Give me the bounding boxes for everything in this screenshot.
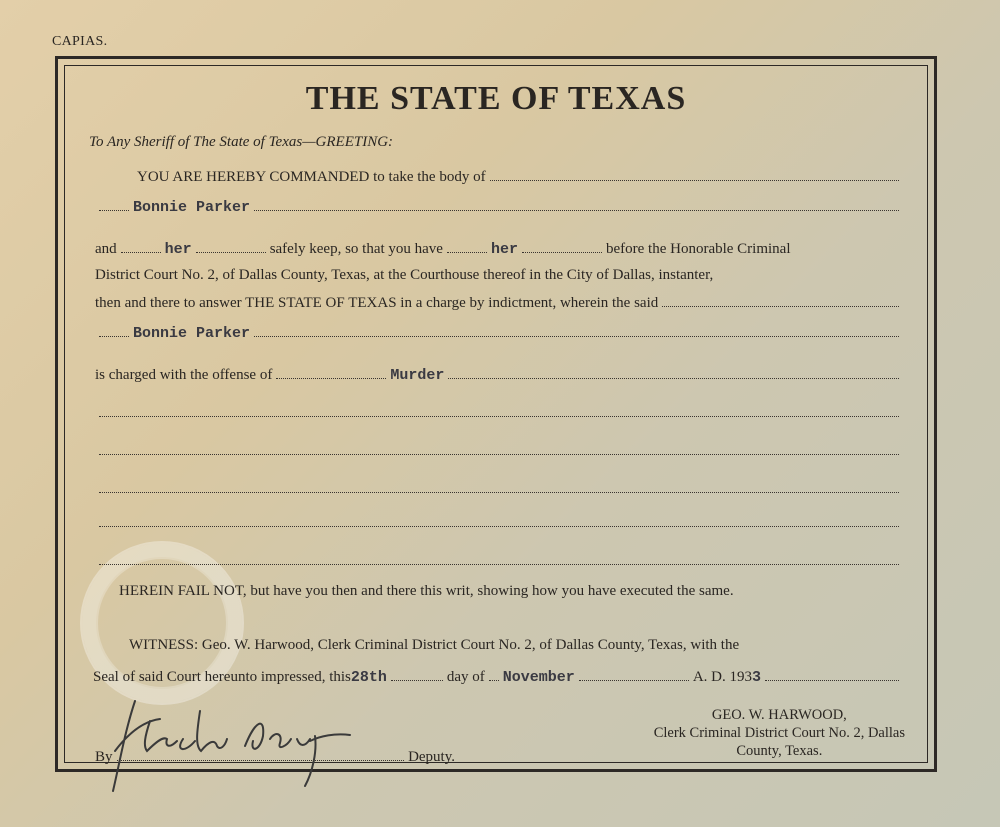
court-text: District Court No. 2, of Dallas County, Texas, at the Courthouse thereof in the City of Dallas, instanter, (95, 267, 714, 283)
document-frame (55, 56, 937, 772)
seal-text: Seal of said Court hereunto impressed, this (93, 669, 351, 685)
greeting: To Any Sheriff of The State of Texas—GREETING: (89, 134, 394, 150)
blank-line (99, 196, 129, 211)
blank-line (117, 746, 405, 761)
blank-line (391, 666, 443, 681)
day-of-text: day of (446, 669, 485, 685)
blank-line (448, 364, 899, 379)
document-title: THE STATE OF TEXAS (305, 80, 687, 117)
blank-line (99, 402, 899, 417)
defendant-line-2 (95, 322, 903, 342)
document-frame-inner (64, 65, 928, 763)
safely-keep-line (95, 238, 903, 258)
blank-line (254, 322, 899, 337)
clerk-title-2: County, Texas. (736, 743, 823, 759)
blank-line (99, 322, 129, 337)
year-digit: 3 (751, 669, 761, 686)
deputy-label: Deputy. (408, 749, 455, 765)
blank-line (522, 238, 602, 253)
answer-text: then and there to answer THE STATE OF TEXAS in a charge by indictment, wherein the said (95, 295, 659, 311)
offense-line (95, 364, 903, 384)
answer-line (95, 292, 903, 312)
blank-line (196, 238, 266, 253)
pronoun-2: her (490, 241, 518, 258)
witness-text: WITNESS: Geo. W. Harwood, Clerk Criminal District Court No. 2, of Dallas County, Texas, with the (129, 637, 740, 653)
deputy-line (95, 746, 455, 766)
blank-row (95, 402, 903, 417)
pronoun-1: her (164, 241, 192, 258)
blank-row (95, 478, 903, 493)
month-value: November (502, 669, 575, 686)
blank-line (490, 166, 899, 181)
clerk-name: GEO. W. HARWOOD, (711, 707, 847, 723)
day-value: 28th (350, 669, 387, 686)
form-name: CAPIAS. (52, 34, 108, 49)
blank-line (276, 364, 386, 379)
offense-value: Murder (390, 367, 445, 384)
blank-line (99, 478, 899, 493)
blank-line (254, 196, 899, 211)
blank-line (579, 666, 689, 681)
blank-line (662, 292, 899, 307)
defendant-line (95, 196, 903, 216)
command-text: YOU ARE HEREBY COMMANDED to take the body of (137, 169, 486, 185)
blank-line (99, 512, 899, 527)
blank-line (99, 440, 899, 455)
blank-row (95, 512, 903, 527)
by-label: By (95, 749, 113, 765)
defendant-name-2: Bonnie Parker (133, 325, 251, 342)
blank-row (95, 440, 903, 455)
ad-text: A. D. 193 (692, 669, 752, 685)
command-line (137, 166, 903, 186)
before-text: before the Honorable Criminal (605, 241, 791, 257)
clerk-signature-block (654, 706, 905, 760)
blank-line (99, 550, 899, 565)
herein-fail-text: HEREIN FAIL NOT, but have you then and there this writ, showing how you have executed the same. (119, 583, 734, 599)
and-label: and (95, 241, 117, 257)
blank-line (765, 666, 899, 681)
charged-text: is charged with the offense of (95, 367, 273, 383)
blank-line (121, 238, 161, 253)
blank-row (95, 550, 903, 565)
blank-line (489, 666, 499, 681)
defendant-name: Bonnie Parker (133, 199, 251, 216)
clerk-title-1: Clerk Criminal District Court No. 2, Dallas (653, 725, 905, 741)
seal-date-line (93, 666, 903, 686)
safely-keep-text: safely keep, so that you have (269, 241, 443, 257)
blank-line (447, 238, 487, 253)
